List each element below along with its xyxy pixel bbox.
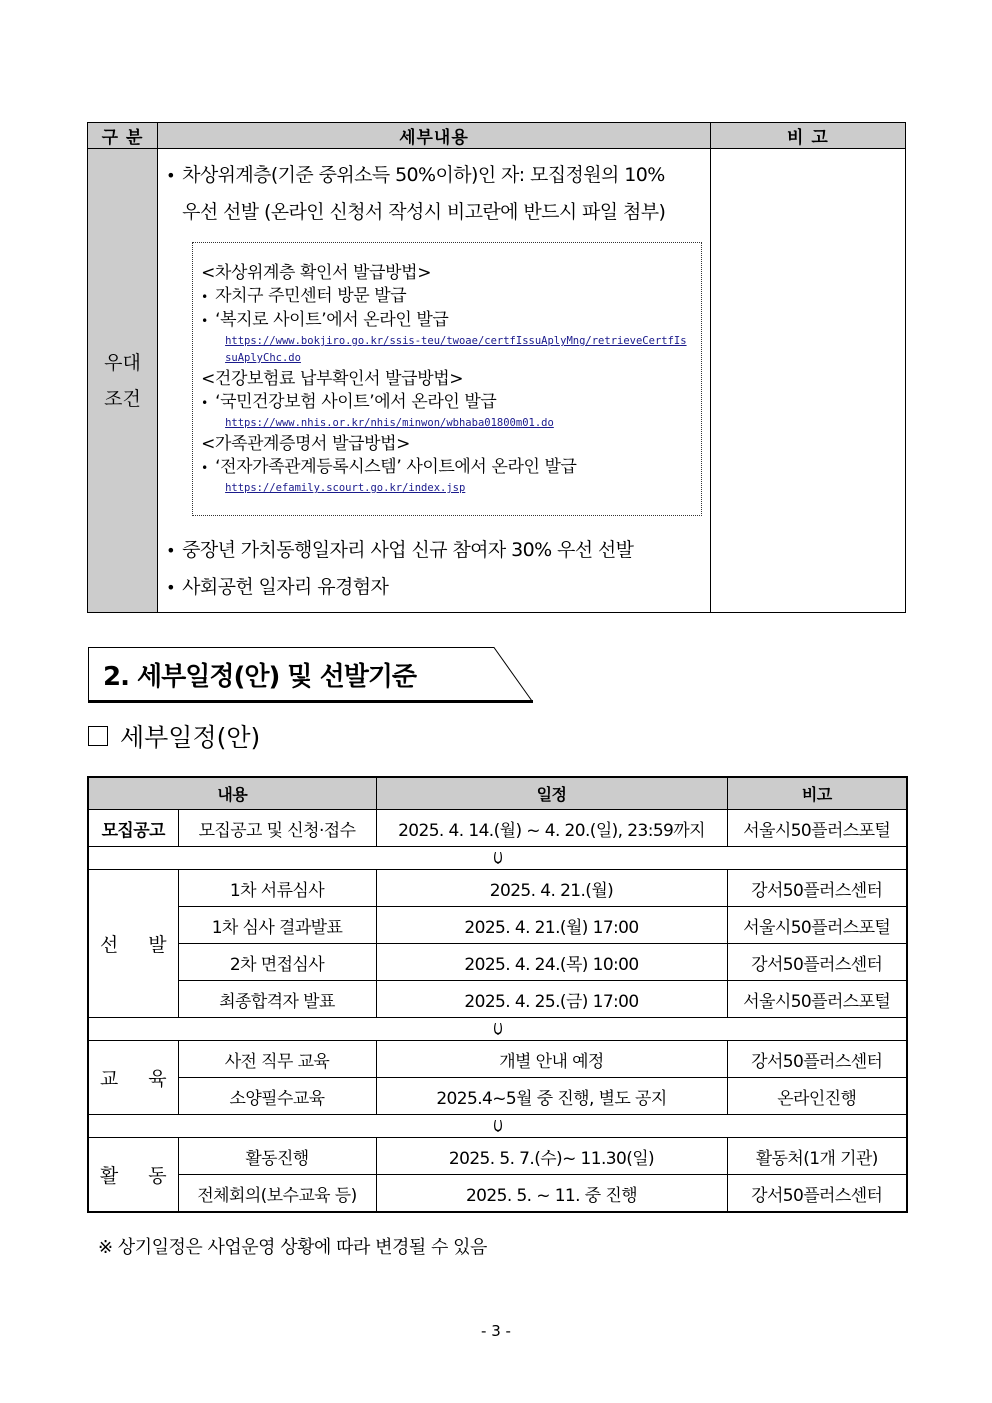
bullet-icon: • — [201, 461, 208, 475]
category-cell — [88, 149, 158, 613]
bullet-icon: • — [201, 314, 208, 328]
box-title-low-income-certificate: <차상위계층 확인서 발급방법> — [201, 263, 432, 283]
bullet-item-low-income-cont: 우선 선발 (온라인 신청서 작성시 비고란에 반드시 파일 첨부) — [182, 201, 666, 223]
note-cell: 서울시50플러스포털 — [727, 907, 907, 944]
date-cell: 2025. 4. 25.(금) 17:00 — [376, 981, 727, 1018]
bullet-item-experience — [166, 569, 710, 606]
bullet-icon: • — [166, 541, 175, 560]
group-char: 활 — [99, 1165, 119, 1187]
table-row-recruit — [88, 810, 907, 847]
date-cell: 2025. 5. 7.(수)~ 11.30(일) — [376, 1138, 727, 1175]
table-row — [88, 1138, 907, 1175]
header-content: 내용 — [88, 777, 376, 810]
arrow-cell — [88, 847, 907, 870]
schedule-table-header — [88, 777, 907, 810]
bullet-icon: • — [166, 166, 175, 185]
bullet-text: 사회공헌 일자리 유경험자 — [182, 576, 389, 598]
date-cell: 2025.4~5월 중 진행, 별도 공지 — [376, 1078, 727, 1115]
item-cell: 전체회의(보수교육 등) — [178, 1175, 376, 1213]
item-cell: 1차 서류심사 — [178, 870, 376, 907]
arrow-cell — [88, 1018, 907, 1041]
arrow-row — [88, 1018, 907, 1041]
schedule-table — [87, 776, 908, 1213]
date-cell: 2025. 4. 14.(월) ~ 4. 20.(일), 23:59까지 — [376, 810, 727, 847]
table-row — [88, 907, 907, 944]
item-cell: 최종합격자 발표 — [178, 981, 376, 1018]
note-cell: 활동처(1개 기관) — [727, 1138, 907, 1175]
item-cell: 2차 면접심사 — [178, 944, 376, 981]
group-char: 육 — [148, 1068, 167, 1090]
group-recruit: 모집공고 — [88, 810, 178, 847]
group-char: 발 — [148, 934, 167, 956]
box-title-health-insurance: <건강보험료 납부확인서 발급방법> — [201, 369, 464, 389]
preference-table-header — [88, 123, 906, 149]
item-cell: 1차 심사 결과발표 — [178, 907, 376, 944]
note-cell: 서울시50플러스포털 — [727, 810, 907, 847]
item-cell: 사전 직무 교육 — [178, 1041, 376, 1078]
box-item-text: ‘국민건강보험 사이트’에서 온라인 발급 — [215, 392, 497, 412]
page-number: - 3 - — [481, 1322, 511, 1340]
arrow-row — [88, 847, 907, 870]
checkbox-square-icon — [88, 726, 108, 746]
note-cell — [710, 149, 905, 613]
header-note: 비 고 — [710, 123, 905, 149]
table-row — [88, 1175, 907, 1213]
item-cell: 모집공고 및 신청·접수 — [178, 810, 376, 847]
table-row — [88, 944, 907, 981]
group-char: 교 — [99, 1068, 119, 1090]
date-cell: 2025. 4. 21.(월) 17:00 — [376, 907, 727, 944]
section-heading — [88, 647, 532, 702]
group-char: 선 — [99, 934, 119, 956]
preference-table — [87, 122, 906, 613]
nhis-link[interactable]: https://www.nhis.or.kr/nhis/minwon/wbhaba01800m01.do — [225, 417, 554, 429]
header-category: 구 분 — [88, 123, 158, 149]
date-cell: 개별 안내 예정 — [376, 1041, 727, 1078]
bullet-item-low-income — [166, 157, 710, 194]
schedule-footnote: ※ 상기일정은 사업운영 상황에 따라 변경될 수 있음 — [98, 1237, 487, 1258]
category-label-line2: 조건 — [104, 387, 141, 410]
details-cell — [158, 149, 711, 613]
bullet-icon: • — [166, 578, 175, 597]
group-activity — [88, 1138, 178, 1213]
efamily-link[interactable]: https://efamily.scourt.go.kr/index.jsp — [225, 482, 466, 494]
arrow-row — [88, 1115, 907, 1138]
table-row — [88, 1078, 907, 1115]
table-row — [88, 870, 907, 907]
note-cell: 강서50플러스센터 — [727, 1175, 907, 1213]
document-issuance-box — [192, 242, 702, 516]
section-title: 2. 세부일정(안) 및 선발기준 — [103, 662, 417, 692]
group-education — [88, 1041, 178, 1115]
note-cell: 서울시50플러스포털 — [727, 981, 907, 1018]
table-row — [88, 1041, 907, 1078]
box-item — [201, 456, 693, 480]
note-cell: 강서50플러스센터 — [727, 870, 907, 907]
down-arrow-icon — [492, 851, 504, 865]
sub-heading — [88, 718, 260, 754]
down-arrow-icon — [492, 1119, 504, 1133]
box-item — [201, 391, 693, 415]
box-item — [201, 309, 693, 333]
bullet-item-new-participant — [166, 532, 710, 569]
header-schedule: 일정 — [376, 777, 727, 810]
box-item-text: 자치구 주민센터 방문 발급 — [215, 286, 407, 306]
table-row — [88, 981, 907, 1018]
bullet-text: 중장년 가치동행일자리 사업 신규 참여자 30% 우선 선발 — [182, 539, 634, 561]
down-arrow-icon — [492, 1022, 504, 1036]
date-cell: 2025. 5. ~ 11. 중 진행 — [376, 1175, 727, 1213]
date-cell: 2025. 4. 24.(목) 10:00 — [376, 944, 727, 981]
box-item — [201, 285, 693, 309]
arrow-cell — [88, 1115, 907, 1138]
box-item-text: ‘복지로 사이트’에서 온라인 발급 — [215, 310, 449, 330]
category-label-line1: 우대 — [104, 351, 141, 374]
bullet-icon: • — [201, 396, 208, 410]
item-cell: 활동진행 — [178, 1138, 376, 1175]
item-cell: 소양필수교육 — [178, 1078, 376, 1115]
preference-row — [88, 149, 906, 613]
bokjiro-link[interactable]: https://www.bokjiro.go.kr/ssis-teu/twoae/certfIssuAplyMng/retrieveCertfIssuAplyChc.do — [225, 335, 687, 364]
note-cell: 온라인진행 — [727, 1078, 907, 1115]
note-cell: 강서50플러스센터 — [727, 944, 907, 981]
header-details: 세부내용 — [158, 123, 711, 149]
header-note: 비고 — [727, 777, 907, 810]
sub-heading-text: 세부일정(안) — [120, 723, 261, 752]
box-title-family-relation: <가족관계증명서 발급방법> — [201, 434, 411, 454]
bullet-icon: • — [201, 290, 208, 304]
bullet-text: 차상위계층(기준 중위소득 50%이하)인 자: 모집정원의 10% — [182, 164, 665, 186]
box-item-text: ‘전자가족관계등록시스템’ 사이트에서 온라인 발급 — [215, 457, 577, 477]
group-char: 동 — [148, 1165, 167, 1187]
note-cell: 강서50플러스센터 — [727, 1041, 907, 1078]
date-cell: 2025. 4. 21.(월) — [376, 870, 727, 907]
group-selection — [88, 870, 178, 1018]
